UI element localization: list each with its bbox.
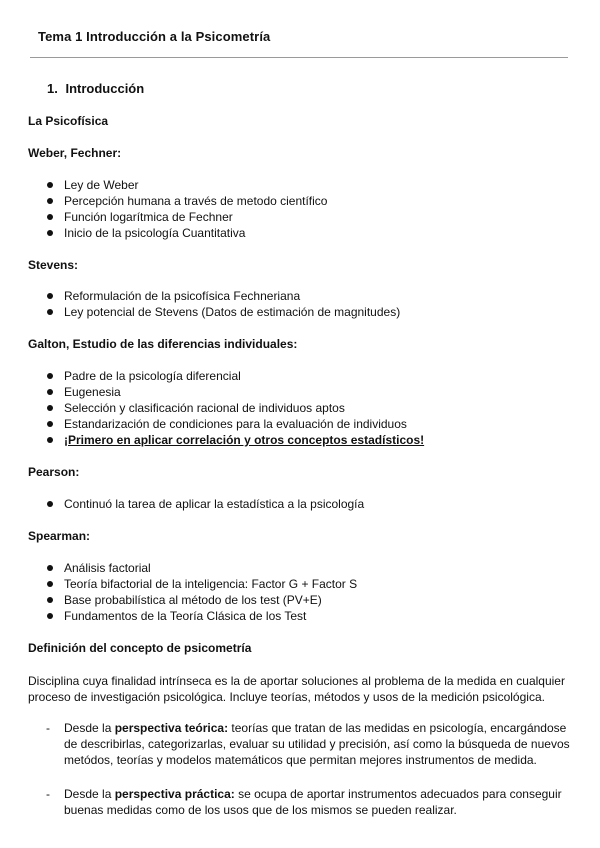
stevens-list (47, 288, 400, 320)
dash-marker: - (46, 787, 50, 801)
bullet-icon (47, 182, 53, 188)
heading-stevens: Stevens: (28, 258, 79, 272)
list-item (47, 432, 424, 448)
list-item: Base probabilística al método de los test (PV+E) (47, 592, 357, 608)
list-item: Ley de Weber (47, 177, 327, 193)
list-item: Continuó la tarea de aplicar la estadística a la psicología (47, 496, 364, 512)
bullet-icon (47, 230, 53, 236)
heading-definicion: Definición del concepto de psicometría (28, 641, 252, 655)
list-item: Reformulación de la psicofísica Fechneriana (47, 288, 400, 304)
list-item: Eugenesia (47, 384, 424, 400)
bullet-icon (47, 597, 53, 603)
document-title: Tema 1 Introducción a la Psicometría (38, 29, 271, 44)
definition-paragraph: Disciplina cuya finalidad intrínseca es la de aportar soluciones al problema de la medida en cualquier proceso de investigación psicológica. Incluye teorías, métodos y usos de la medición psicológica. (28, 674, 565, 704)
bullet-icon (47, 613, 53, 619)
bullet-icon (47, 309, 53, 315)
list-item: Percepción humana a través de metodo científico (47, 193, 327, 209)
perspectiva-teorica-label: perspectiva teórica: (114, 721, 229, 735)
list-item: Selección y clasificación racional de individuos aptos (47, 400, 424, 416)
list-item: Teoría bifactorial de la inteligencia: Factor G + Factor S (47, 576, 357, 592)
bullet-icon (47, 389, 53, 395)
dash-marker: - (46, 721, 50, 735)
list-item: Análisis factorial (47, 560, 357, 576)
heading-weber-fechner: Weber, Fechner: (28, 146, 122, 160)
heading-spearman: Spearman: (28, 529, 91, 543)
bullet-icon (47, 581, 53, 587)
heading-pearson: Pearson: (28, 465, 80, 479)
title-divider (30, 57, 568, 58)
bullet-icon (47, 565, 53, 571)
list-item: Inicio de la psicología Cuantitativa (47, 225, 327, 241)
list-item: Función logarítmica de Fechner (47, 209, 327, 225)
pearson-list (47, 496, 364, 512)
list-item: Fundamentos de la Teoría Clásica de los Test (47, 608, 357, 624)
bullet-icon (47, 405, 53, 411)
section-number: 1. (47, 81, 58, 96)
section-heading (47, 81, 144, 96)
bullet-icon (47, 214, 53, 220)
bullet-icon (47, 437, 53, 443)
list-item: Padre de la psicología diferencial (47, 368, 424, 384)
heading-psicofisica: La Psicofísica (28, 114, 109, 128)
perspectiva-teorica-item: Desde la perspectiva teórica: teorías que tratan de las medidas en psicología, encargándose de describirlas, categorizarlas, evaluar su utilidad y precisión, así como la búsqueda de nuevos metódos, teorías y modelos matemáticos que permitan mejores instrumentos de medida. (64, 721, 570, 767)
list-item: Estandarización de condiciones para la evaluación de individuos (47, 416, 424, 432)
bullet-icon (47, 373, 53, 379)
weber-list (47, 177, 327, 241)
spearman-list (47, 560, 357, 624)
bullet-icon (47, 293, 53, 299)
perspectiva-practica-item: Desde la perspectiva práctica: se ocupa de aportar instrumentos adecuados para conseguir buenas medidas como de los usos que de los mismos se pueden realizar. (64, 787, 562, 817)
heading-galton: Galton, Estudio de las diferencias individuales: (28, 337, 298, 351)
bullet-icon (47, 198, 53, 204)
perspectiva-practica-label: perspectiva práctica: (114, 787, 235, 801)
section-title: Introducción (65, 81, 145, 96)
bullet-icon (47, 421, 53, 427)
bullet-icon (47, 501, 53, 507)
galton-list (47, 368, 424, 448)
highlight-text: ¡Primero en aplicar correlación y otros conceptos estadísticos! (64, 433, 425, 447)
list-item: Ley potencial de Stevens (Datos de estimación de magnitudes) (47, 304, 400, 320)
